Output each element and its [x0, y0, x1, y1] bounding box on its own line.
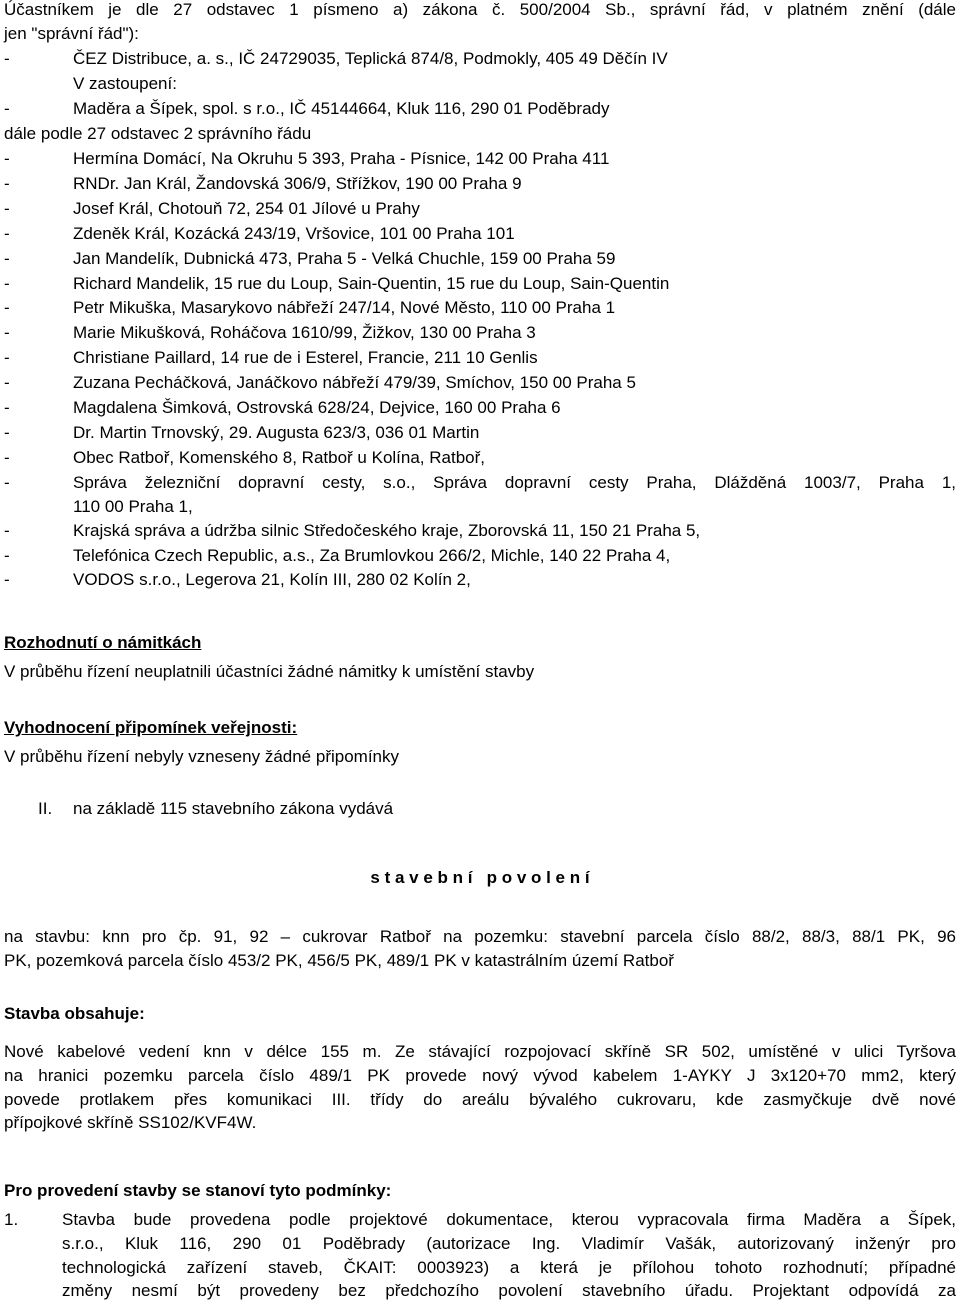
- list-item: VODOS s.r.o., Legerova 21, Kolín III, 280 02 Kolín 2,: [73, 570, 471, 590]
- list-item: Dr. Martin Trnovský, 29. Augusta 623/3, 036 01 Martin: [73, 422, 480, 442]
- list-dash: -: [4, 99, 10, 118]
- obsahuje-line: přípojkové skříně SS102/KVF4W.: [4, 1113, 257, 1132]
- list-item: Hermína Domácí, Na Okruhu 5 393, Praha - Písnice, 142 00 Praha 411: [73, 149, 610, 168]
- list-item: Richard Mandelik, 15 rue du Loup, Sain-Quentin, 15 rue du Loup, Sain-Quentin: [73, 273, 670, 293]
- list-item: Magdalena Šimková, Ostrovská 628/24, Dejvice, 160 00 Praha 6: [73, 398, 561, 417]
- list-dash: -: [4, 248, 10, 268]
- list-dash: -: [4, 473, 10, 492]
- intro-line-2: jen "správní řád"):: [4, 24, 139, 43]
- intro-line-1: Účastníkem je dle 27 odstavec 1 písmeno a) zákona č. 500/2004 Sb., správní řád, v platném znění (dále: [4, 0, 956, 19]
- list-item: Krajská správa a údržba silnic Středočeského kraje, Zborovská 11, 150 21 Praha 5,: [73, 521, 701, 540]
- stavba-line-1: na stavbu: knn pro čp. 91, 92 – cukrovar Ratboř na pozemku: stavební parcela číslo 88/2, 88/3, 88/1 PK, 96: [4, 927, 956, 946]
- list-dash: -: [4, 198, 10, 218]
- section-heading: Rozhodnutí o námitkách: [4, 633, 202, 652]
- condition-line: změny nesmí být provedeny bez předchozího povolení stavebního úřadu. Projektant odpovídá za: [62, 1281, 956, 1300]
- list-dash: -: [4, 545, 10, 565]
- section-text: na základě 115 stavebního zákona vydává: [73, 799, 394, 818]
- obsahuje-line: Nové kabelové vedení knn v délce 155 m. Ze stávající rozpojovací skříně SR 502, umístěné v ulici Tyršova: [4, 1042, 956, 1061]
- section-text: V průběhu řízení neuplatnili účastníci žádné námitky k umístění stavby: [4, 662, 535, 681]
- list-dash: -: [4, 149, 10, 168]
- list-dash: -: [4, 298, 10, 318]
- section-number: II.: [38, 799, 53, 818]
- list-item: V zastoupení:: [73, 74, 177, 93]
- stavba-line-2: PK, pozemková parcela číslo 453/2 PK, 456/5 PK, 489/1 PK v katastrálním území Ratboř: [4, 951, 674, 970]
- list-dash: -: [4, 323, 10, 343]
- list-item: Maděra a Šípek, spol. s r.o., IČ 45144664, Kluk 116, 290 01 Poděbrady: [73, 99, 610, 118]
- document-title: s t a v e b n í p o v o l e n í: [370, 868, 590, 887]
- list-dash: -: [4, 447, 10, 467]
- list-dash: -: [4, 373, 10, 393]
- condition-line: technologická zařízení staveb, ČKAIT: 0003923) a která je přílohou tohoto rozhodnutí; případné: [62, 1258, 956, 1277]
- section-heading: Vyhodnocení připomínek veřejnosti:: [4, 718, 298, 737]
- list-item: Zuzana Pecháčková, Janáčkovo nábřeží 479/39, Smíchov, 150 00 Praha 5: [73, 373, 636, 393]
- section-heading: Pro provedení stavby se stanoví tyto podmínky:: [4, 1181, 392, 1200]
- list-item: 110 00 Praha 1,: [73, 497, 193, 516]
- list-item: Obec Ratboř, Komenského 8, Ratboř u Kolína, Ratboř,: [73, 447, 486, 467]
- list-dash: -: [4, 570, 10, 590]
- condition-line: s.r.o., Kluk 116, 290 01 Poděbrady (autorizace Ing. Vladimír Vašák, autorizovaný inženýr pro: [62, 1234, 956, 1253]
- section-text: V průběhu řízení nebyly vzneseny žádné připomínky: [4, 747, 400, 766]
- list-dash: -: [4, 173, 10, 193]
- list-dash: -: [4, 422, 10, 442]
- list-item: Telefónica Czech Republic, a.s., Za Brumlovkou 266/2, Michle, 140 22 Praha 4,: [73, 545, 671, 565]
- condition-line: Stavba bude provedena podle projektové dokumentace, kterou vypracovala firma Maděra a Šípek,: [62, 1210, 956, 1229]
- condition-number: 1.: [4, 1210, 19, 1229]
- list-dash: -: [4, 521, 10, 540]
- list-item: Josef Král, Chotouň 72, 254 01 Jílové u Prahy: [73, 198, 420, 218]
- list-item: Petr Mikuška, Masarykovo nábřeží 247/14, Nové Město, 110 00 Praha 1: [73, 298, 616, 318]
- obsahuje-line: povede protlakem přes komunikaci III. třídy do areálu bývalého cukrovaru, kde zasmyčkuje dvě nové: [4, 1090, 956, 1109]
- list-item: Správa železniční dopravní cesty, s.o., Správa dopravní cesty Praha, Dlážděná 1003/7, Praha 1,: [73, 473, 956, 492]
- section-heading: Stavba obsahuje:: [4, 1004, 145, 1023]
- list-dash: -: [4, 223, 10, 243]
- list-item: Marie Mikušková, Roháčova 1610/99, Žižkov, 130 00 Praha 3: [73, 323, 536, 343]
- list-item: Zdeněk Král, Kozácká 243/19, Vršovice, 101 00 Praha 101: [73, 223, 515, 243]
- list-dash: -: [4, 348, 10, 368]
- list-item: ČEZ Distribuce, a. s., IČ 24729035, Teplická 874/8, Podmokly, 405 49 Děčín IV: [73, 49, 668, 68]
- list-item: Jan Mandelík, Dubnická 473, Praha 5 - Velká Chuchle, 159 00 Praha 59: [73, 248, 616, 268]
- list-dash: -: [4, 273, 10, 293]
- list-item: Christiane Paillard, 14 rue de i Esterel, Francie, 211 10 Genlis: [73, 348, 538, 368]
- list-dash: -: [4, 398, 10, 417]
- obsahuje-line: na hranici pozemku parcela číslo 489/1 PK provede nový vývod kabelem 1-AYKY J 3x120+70 mm2, který: [4, 1066, 956, 1085]
- list-item: RNDr. Jan Král, Žandovská 306/9, Střížkov, 190 00 Praha 9: [73, 173, 522, 193]
- list-dash: -: [4, 49, 10, 68]
- paragraph-27-2: dále podle 27 odstavec 2 správního řádu: [4, 124, 312, 143]
